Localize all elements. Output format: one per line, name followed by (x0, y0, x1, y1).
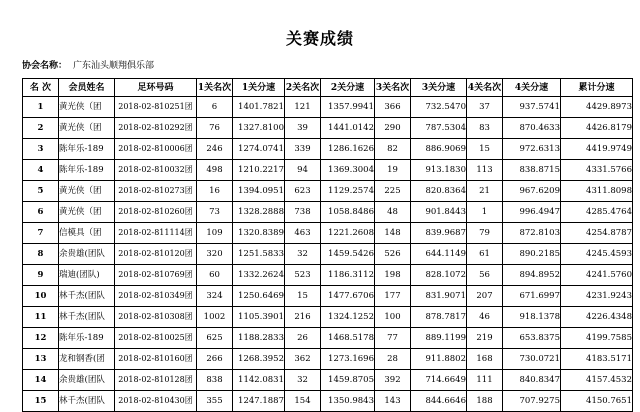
stage3-speed-cell: 820.8364 (411, 181, 467, 202)
col-stage3-rank: 3关名次 (375, 79, 411, 97)
stage4-rank-cell: 21 (467, 181, 503, 202)
stage2-speed-cell: 1286.1626 (321, 139, 375, 160)
total-speed-cell: 4285.4764 (561, 202, 633, 223)
col-stage1-rank: 1关名次 (197, 79, 233, 97)
stage1-speed-cell: 1328.2888 (233, 202, 285, 223)
stage1-rank-cell: 6 (197, 97, 233, 118)
stage1-speed-cell: 1105.3901 (233, 307, 285, 328)
stage4-speed-cell: 972.6313 (503, 139, 561, 160)
stage4-speed-cell: 653.8375 (503, 328, 561, 349)
stage2-rank-cell: 216 (285, 307, 321, 328)
table-row (23, 370, 633, 391)
stage1-rank-cell: 266 (197, 349, 233, 370)
stage3-speed-cell: 787.5304 (411, 118, 467, 139)
stage3-speed-cell: 844.6646 (411, 391, 467, 412)
stage2-speed-cell: 1459.8705 (321, 370, 375, 391)
stage2-rank-cell: 623 (285, 181, 321, 202)
stage4-rank-cell: 61 (467, 244, 503, 265)
stage1-speed-cell: 1142.0831 (233, 370, 285, 391)
ring-number-cell: 2018-02-810349团 (115, 286, 197, 307)
rank-cell: 3 (23, 139, 59, 160)
stage3-speed-cell: 828.1072 (411, 265, 467, 286)
rank-cell: 15 (23, 391, 59, 412)
stage3-speed-cell: 839.9687 (411, 223, 467, 244)
stage2-rank-cell: 39 (285, 118, 321, 139)
rank-cell: 14 (23, 370, 59, 391)
member-name-cell: 林千杰(团队 (59, 307, 115, 328)
stage3-rank-cell: 290 (375, 118, 411, 139)
stage1-rank-cell: 60 (197, 265, 233, 286)
stage1-speed-cell: 1401.7821 (233, 97, 285, 118)
stage2-rank-cell: 362 (285, 349, 321, 370)
stage1-speed-cell: 1247.1887 (233, 391, 285, 412)
table-row (23, 328, 633, 349)
ring-number-cell: 2018-02-811114团 (115, 223, 197, 244)
stage3-speed-cell: 886.9069 (411, 139, 467, 160)
stage2-rank-cell: 32 (285, 244, 321, 265)
rank-cell: 12 (23, 328, 59, 349)
member-name-cell: 陈年乐-189 (59, 139, 115, 160)
stage1-rank-cell: 320 (197, 244, 233, 265)
rank-cell: 4 (23, 160, 59, 181)
stage4-speed-cell: 890.2185 (503, 244, 561, 265)
stage2-rank-cell: 523 (285, 265, 321, 286)
stage2-rank-cell: 154 (285, 391, 321, 412)
total-speed-cell: 4331.5766 (561, 160, 633, 181)
stage4-speed-cell: 937.5741 (503, 97, 561, 118)
member-name-cell: 信模具（团 (59, 223, 115, 244)
stage2-rank-cell: 738 (285, 202, 321, 223)
stage4-speed-cell: 967.6209 (503, 181, 561, 202)
stage3-rank-cell: 77 (375, 328, 411, 349)
table-row (23, 223, 633, 244)
stage4-rank-cell: 219 (467, 328, 503, 349)
table-row (23, 265, 633, 286)
table-row (23, 307, 633, 328)
table-row (23, 286, 633, 307)
total-speed-cell: 4157.4532 (561, 370, 633, 391)
stage4-speed-cell: 730.0721 (503, 349, 561, 370)
stage1-rank-cell: 355 (197, 391, 233, 412)
stage2-speed-cell: 1324.1252 (321, 307, 375, 328)
stage3-rank-cell: 143 (375, 391, 411, 412)
ring-number-cell: 2018-02-810292团 (115, 118, 197, 139)
stage2-speed-cell: 1186.3112 (321, 265, 375, 286)
stage4-rank-cell: 111 (467, 370, 503, 391)
stage4-rank-cell: 79 (467, 223, 503, 244)
header-row (23, 79, 633, 97)
stage4-rank-cell: 37 (467, 97, 503, 118)
col-member-name: 会员姓名 (59, 79, 115, 97)
total-speed-cell: 4199.7585 (561, 328, 633, 349)
stage1-speed-cell: 1250.6469 (233, 286, 285, 307)
total-speed-cell: 4150.7651 (561, 391, 633, 412)
member-name-cell: 林千杰(团队 (59, 286, 115, 307)
stage2-speed-cell: 1058.8486 (321, 202, 375, 223)
ring-number-cell: 2018-02-810251团 (115, 97, 197, 118)
total-speed-cell: 4241.5760 (561, 265, 633, 286)
col-ring-number: 足环号码 (115, 79, 197, 97)
stage2-speed-cell: 1459.5426 (321, 244, 375, 265)
stage3-speed-cell: 901.8443 (411, 202, 467, 223)
stage4-rank-cell: 207 (467, 286, 503, 307)
ring-number-cell: 2018-02-810025团 (115, 328, 197, 349)
stage1-speed-cell: 1320.8389 (233, 223, 285, 244)
total-speed-cell: 4419.9749 (561, 139, 633, 160)
stage4-rank-cell: 15 (467, 139, 503, 160)
stage3-rank-cell: 177 (375, 286, 411, 307)
stage1-rank-cell: 73 (197, 202, 233, 223)
stage2-speed-cell: 1129.2574 (321, 181, 375, 202)
total-speed-cell: 4254.8787 (561, 223, 633, 244)
table-row (23, 139, 633, 160)
stage4-speed-cell: 838.8715 (503, 160, 561, 181)
col-stage3-speed: 3关分速 (411, 79, 467, 97)
stage2-rank-cell: 15 (285, 286, 321, 307)
stage1-rank-cell: 76 (197, 118, 233, 139)
table-row (23, 118, 633, 139)
member-name-cell: 瑞迪(团队) (59, 265, 115, 286)
col-stage2-rank: 2关名次 (285, 79, 321, 97)
stage4-rank-cell: 1 (467, 202, 503, 223)
ring-number-cell: 2018-02-810006团 (115, 139, 197, 160)
stage2-rank-cell: 463 (285, 223, 321, 244)
stage2-speed-cell: 1221.2608 (321, 223, 375, 244)
ring-number-cell: 2018-02-810120团 (115, 244, 197, 265)
stage2-rank-cell: 26 (285, 328, 321, 349)
table-row (23, 202, 633, 223)
stage3-speed-cell: 889.1199 (411, 328, 467, 349)
ring-number-cell: 2018-02-810273团 (115, 181, 197, 202)
stage1-rank-cell: 16 (197, 181, 233, 202)
association-line (22, 58, 154, 71)
table-row (23, 160, 633, 181)
member-name-cell: 黄光侠（团 (59, 181, 115, 202)
rank-cell: 5 (23, 181, 59, 202)
stage1-speed-cell: 1251.5833 (233, 244, 285, 265)
stage4-speed-cell: 996.4947 (503, 202, 561, 223)
stage2-speed-cell: 1441.0142 (321, 118, 375, 139)
total-speed-cell: 4426.8179 (561, 118, 633, 139)
stage3-rank-cell: 198 (375, 265, 411, 286)
stage4-rank-cell: 46 (467, 307, 503, 328)
stage1-rank-cell: 625 (197, 328, 233, 349)
rank-cell: 1 (23, 97, 59, 118)
total-speed-cell: 4429.8973 (561, 97, 633, 118)
stage2-rank-cell: 339 (285, 139, 321, 160)
col-stage1-speed: 1关分速 (233, 79, 285, 97)
stage1-speed-cell: 1332.2624 (233, 265, 285, 286)
rank-cell: 8 (23, 244, 59, 265)
col-stage2-speed: 2关分速 (321, 79, 375, 97)
stage2-speed-cell: 1477.6706 (321, 286, 375, 307)
ring-number-cell: 2018-02-810032团 (115, 160, 197, 181)
stage2-rank-cell: 32 (285, 370, 321, 391)
stage3-speed-cell: 911.8802 (411, 349, 467, 370)
ring-number-cell: 2018-02-810308团 (115, 307, 197, 328)
table-row (23, 181, 633, 202)
page-title: 关赛成绩 (285, 29, 354, 48)
stage4-speed-cell: 918.1378 (503, 307, 561, 328)
stage3-rank-cell: 28 (375, 349, 411, 370)
member-name-cell: 林千杰(团队 (59, 391, 115, 412)
member-name-cell: 余贵雄(团队 (59, 370, 115, 391)
ring-number-cell: 2018-02-810769团 (115, 265, 197, 286)
stage4-rank-cell: 188 (467, 391, 503, 412)
stage1-speed-cell: 1394.0951 (233, 181, 285, 202)
stage1-speed-cell: 1274.0741 (233, 139, 285, 160)
table-row (23, 391, 633, 412)
rank-cell: 7 (23, 223, 59, 244)
stage3-speed-cell: 644.1149 (411, 244, 467, 265)
total-speed-cell: 4231.9243 (561, 286, 633, 307)
stage3-rank-cell: 366 (375, 97, 411, 118)
association-value: 广东汕头顺翔俱乐部 (73, 61, 155, 71)
member-name-cell: 黄光侠（团 (59, 202, 115, 223)
table-row (23, 244, 633, 265)
stage2-speed-cell: 1350.9843 (321, 391, 375, 412)
col-rank: 名 次 (23, 79, 59, 97)
stage4-speed-cell: 872.8103 (503, 223, 561, 244)
results-table (22, 78, 633, 412)
stage1-speed-cell: 1188.2833 (233, 328, 285, 349)
member-name-cell: 黄光侠（团 (59, 118, 115, 139)
stage1-rank-cell: 109 (197, 223, 233, 244)
ring-number-cell: 2018-02-810430团 (115, 391, 197, 412)
stage4-speed-cell: 671.6997 (503, 286, 561, 307)
stage3-speed-cell: 714.6649 (411, 370, 467, 391)
rank-cell: 9 (23, 265, 59, 286)
table-row (23, 97, 633, 118)
stage1-rank-cell: 1002 (197, 307, 233, 328)
stage4-speed-cell: 707.9275 (503, 391, 561, 412)
stage2-speed-cell: 1369.3004 (321, 160, 375, 181)
col-stage4-speed: 4关分速 (503, 79, 561, 97)
total-speed-cell: 4311.8098 (561, 181, 633, 202)
stage3-speed-cell: 831.9071 (411, 286, 467, 307)
stage3-rank-cell: 82 (375, 139, 411, 160)
stage4-rank-cell: 83 (467, 118, 503, 139)
member-name-cell: 陈年乐-189 (59, 160, 115, 181)
member-name-cell: 余贵雄(团队 (59, 244, 115, 265)
rank-cell: 6 (23, 202, 59, 223)
rank-cell: 11 (23, 307, 59, 328)
stage4-rank-cell: 113 (467, 160, 503, 181)
stage3-rank-cell: 148 (375, 223, 411, 244)
stage4-speed-cell: 894.8952 (503, 265, 561, 286)
stage3-rank-cell: 526 (375, 244, 411, 265)
stage3-rank-cell: 48 (375, 202, 411, 223)
association-label: 协会名称： (22, 61, 68, 71)
rank-cell: 10 (23, 286, 59, 307)
stage4-rank-cell: 168 (467, 349, 503, 370)
stage1-rank-cell: 838 (197, 370, 233, 391)
stage3-rank-cell: 19 (375, 160, 411, 181)
col-total-speed: 累计分速 (561, 79, 633, 97)
stage3-rank-cell: 392 (375, 370, 411, 391)
stage2-speed-cell: 1357.9941 (321, 97, 375, 118)
stage3-rank-cell: 100 (375, 307, 411, 328)
member-name-cell: 龙和钢香(团 (59, 349, 115, 370)
stage3-speed-cell: 878.7817 (411, 307, 467, 328)
col-stage4-rank: 4关名次 (467, 79, 503, 97)
stage2-rank-cell: 121 (285, 97, 321, 118)
stage2-rank-cell: 94 (285, 160, 321, 181)
stage4-speed-cell: 840.8347 (503, 370, 561, 391)
stage4-speed-cell: 870.4633 (503, 118, 561, 139)
stage1-rank-cell: 324 (197, 286, 233, 307)
total-speed-cell: 4226.4348 (561, 307, 633, 328)
stage2-speed-cell: 1273.1696 (321, 349, 375, 370)
stage2-speed-cell: 1468.5178 (321, 328, 375, 349)
stage3-rank-cell: 225 (375, 181, 411, 202)
ring-number-cell: 2018-02-810260团 (115, 202, 197, 223)
stage1-speed-cell: 1268.3952 (233, 349, 285, 370)
total-speed-cell: 4245.4593 (561, 244, 633, 265)
stage1-speed-cell: 1327.8100 (233, 118, 285, 139)
stage4-rank-cell: 56 (467, 265, 503, 286)
member-name-cell: 黄光侠（团 (59, 97, 115, 118)
table-row (23, 349, 633, 370)
ring-number-cell: 2018-02-810160团 (115, 349, 197, 370)
rank-cell: 13 (23, 349, 59, 370)
rank-cell: 2 (23, 118, 59, 139)
stage1-rank-cell: 498 (197, 160, 233, 181)
ring-number-cell: 2018-02-810128团 (115, 370, 197, 391)
total-speed-cell: 4183.5171 (561, 349, 633, 370)
stage3-speed-cell: 913.1830 (411, 160, 467, 181)
member-name-cell: 陈年乐-189 (59, 328, 115, 349)
stage3-speed-cell: 732.5470 (411, 97, 467, 118)
stage1-speed-cell: 1210.2217 (233, 160, 285, 181)
stage1-rank-cell: 246 (197, 139, 233, 160)
